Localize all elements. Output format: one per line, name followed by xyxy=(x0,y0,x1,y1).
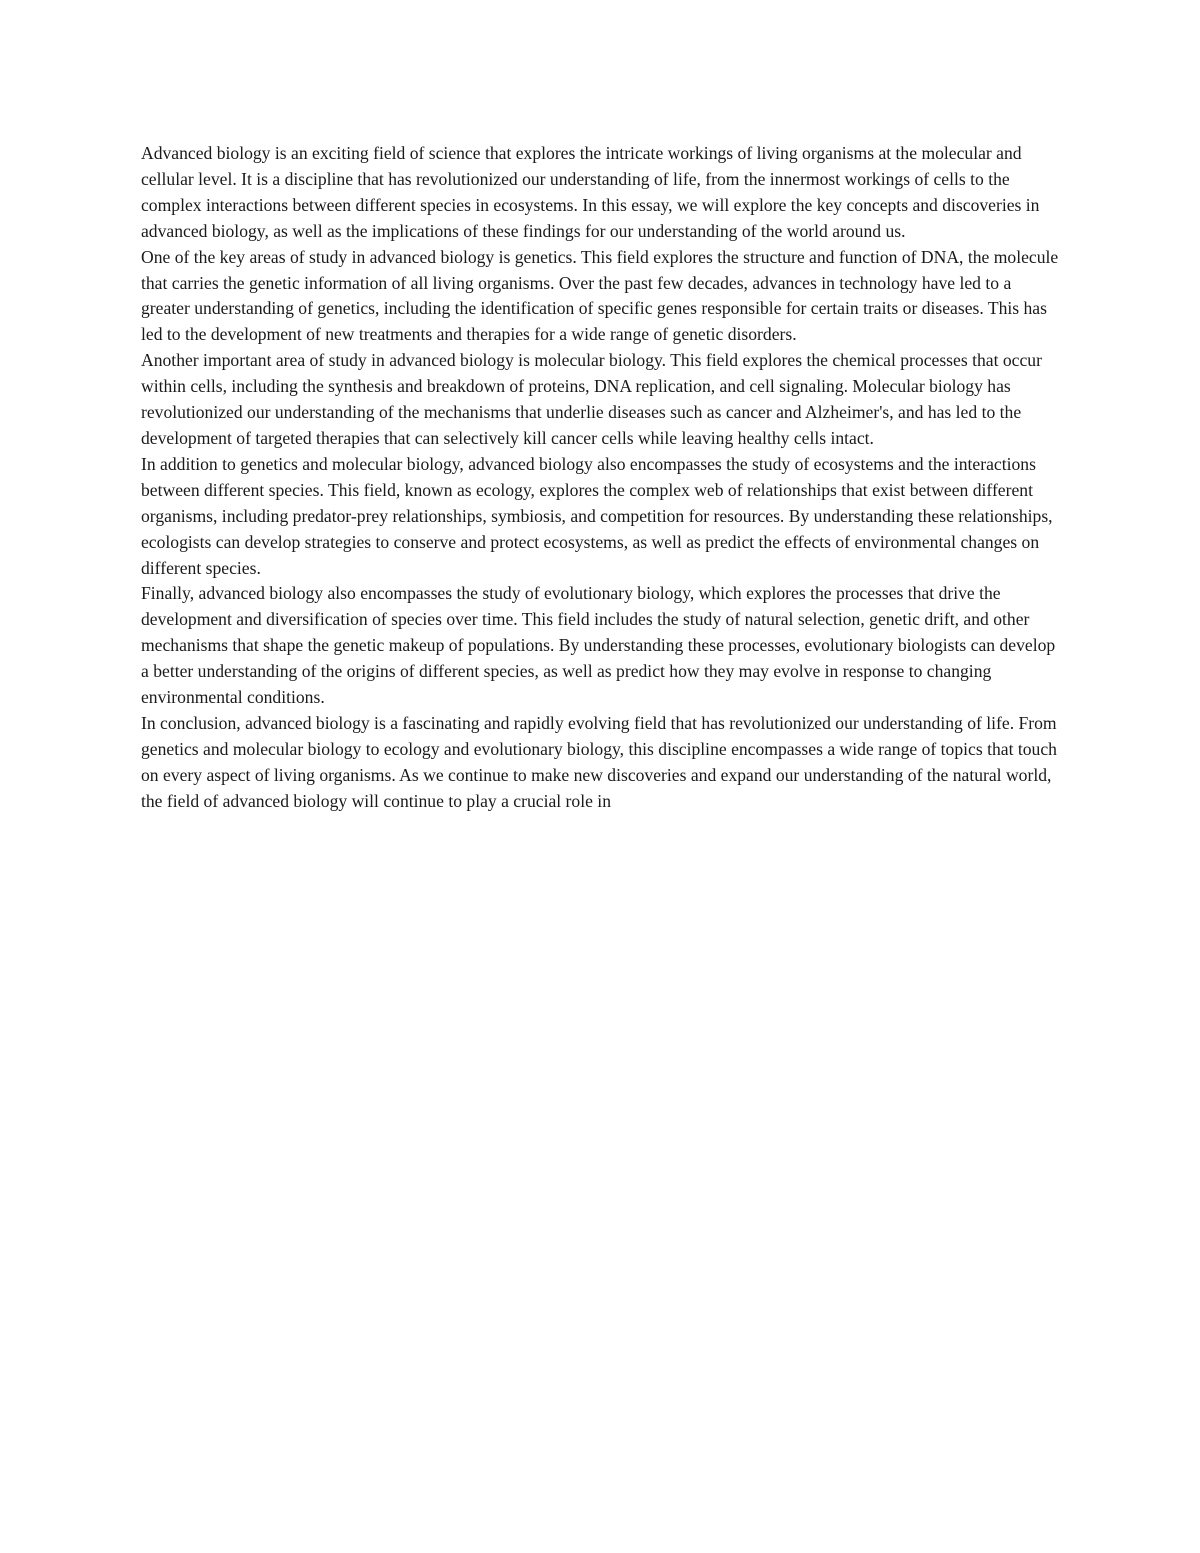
paragraph-intro: Advanced biology is an exciting field of science that explores the intricate workings of living organisms at the molecular and cellular level. It is a discipline that has revolutionized our understanding of life, from the innermost workings of cells to the complex interactions between different species in ecosystems. In this essay, we will explore the key concepts and discoveries in advanced biology, as well as the implications of these findings for our understanding of the world around us. xyxy=(141,143,1040,241)
paragraph-ecology: In addition to genetics and molecular biology, advanced biology also encompasses the study of ecosystems and the interactions between different species. This field, known as ecology, explores the complex web of relationships that exist between different organisms, including predator-prey relationships, symbiosis, and competition for resources. By understanding these relationships, ecologists can develop strategies to conserve and protect ecosystems, as well as predict the effects of environmental changes on different species. xyxy=(141,453,1053,578)
paragraph-molecular-biology: Another important area of study in advanced biology is molecular biology. This field explores the chemical processes that occur within cells, including the synthesis and breakdown of proteins, DNA replication, and cell signaling. Molecular biology has revolutionized our understanding of the mechanisms that underlie diseases such as cancer and Alzheimer's, and has led to the development of targeted therapies that can selectively kill cancer cells while leaving healthy cells intact. xyxy=(141,350,1042,448)
paragraph-evolutionary-biology: Finally, advanced biology also encompasses the study of evolutionary biology, which explores the processes that drive the development and diversification of species over time. This field includes the study of natural selection, genetic drift, and other mechanisms that shape the genetic makeup of populations. By understanding these processes, evolutionary biologists can develop a better understanding of the origins of different species, as well as predict how they may evolve in response to changing environmental conditions. xyxy=(141,583,1056,708)
document-body xyxy=(141,141,1063,815)
paragraph-conclusion: In conclusion, advanced biology is a fascinating and rapidly evolving field that has revolutionized our understanding of life. From genetics and molecular biology to ecology and evolutionary biology, this discipline encompasses a wide range of topics that touch on every aspect of living organisms. As we continue to make new discoveries and expand our understanding of the natural world, the field of advanced biology will continue to play a crucial role in xyxy=(141,712,1057,811)
paragraph-genetics: One of the key areas of study in advanced biology is genetics. This field explores the structure and function of DNA, the molecule that carries the genetic information of all living organisms. Over the past few decades, advances in technology have led to a greater understanding of genetics, including the identification of specific genes responsible for certain traits or diseases. This has led to the development of new treatments and therapies for a wide range of genetic disorders. xyxy=(141,246,1059,345)
